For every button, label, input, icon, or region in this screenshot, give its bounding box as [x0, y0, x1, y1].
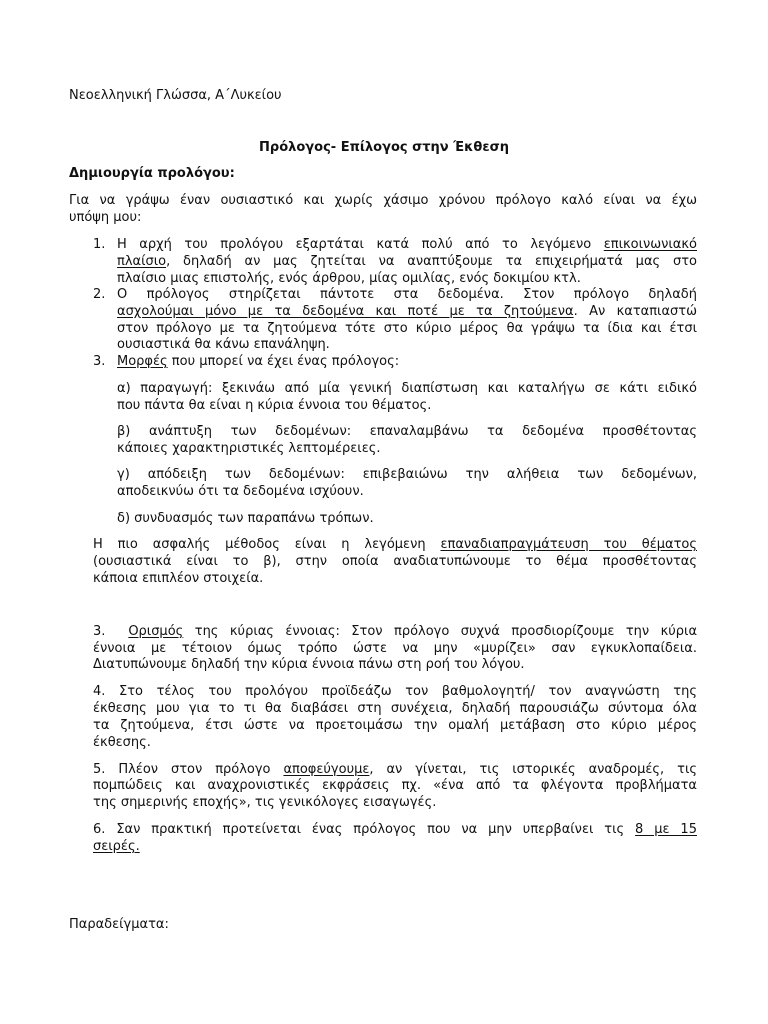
item2-line-3: στον πρόλογο με τα ζητούμενα τότε στο κύριο μέρος θα γράψω τα ίδια και έτσι [117, 321, 697, 336]
item3-line-1: Μορφές που μπορεί να έχει ένας πρόλογος: [117, 354, 400, 369]
section-heading: Δημιουργία προλόγου: [69, 166, 235, 181]
examples-label: Παραδείγματα: [69, 917, 169, 932]
intro-line-2: υπόψη μου: [69, 210, 142, 225]
p5-line-3: της σημερινής εποχής», τις γενικόλογες εισαγωγές. [93, 795, 437, 810]
p4-line-1: 4. Στο τέλος του προλόγου προϊδεάζω τον βαθμολογητή/ τον αναγνώστη της [93, 684, 697, 699]
p4-line-2: έκθεσης μου για το τι θα διαβάσει στη συνέχεια, δηλαδή παρουσιάζω σύντομα όλα [93, 701, 697, 716]
item2-line-1: Ο πρόλογος στηρίζεται πάντοτε στα δεδομένα. Στον πρόλογο δηλαδή [117, 287, 697, 302]
p3-line-2: έννοια με τέτοιον όμως τρόπο ώστε να μην «μυρίζει» σαν εγκυκλοπαίδεια. [93, 641, 697, 656]
form-b-line-1: β) ανάπτυξη των δεδομένων: επαναλαμβάνω τα δεδομένα προσθέτοντας [117, 424, 697, 439]
item2-line-2: ασχολούμαι μόνο με τα δεδομένα και ποτέ με τα ζητούμενα. Αν καταπιαστώ [117, 304, 697, 319]
list-number: 1. [93, 237, 106, 252]
intro-line-1: Για να γράψω έναν ουσιαστικό και χωρίς χάσιμο χρόνου πρόλογο καλό είναι να έχω [69, 193, 697, 208]
p5-line-1: 5. Πλέον στον πρόλογο αποφεύγουμε, αν γίνεται, τις ιστορικές αναδρομές, τις [93, 762, 697, 777]
p4-line-4: έκθεσης. [93, 735, 151, 750]
item1-line-2: πλαίσιο, δηλαδή αν μας ζητείται να αναπτύξουμε τα επιχειρήματά μας στο [117, 254, 697, 269]
p6-line-1: 6. Σαν πρακτική προτείνεται ένας πρόλογος που να μην υπερβαίνει τις 8 με 15 [93, 822, 697, 837]
list-number: 3. [93, 354, 106, 369]
form-c-line-1: γ) απόδειξη των δεδομένων: επιβεβαιώνω την αλήθεια των δεδομένων, [117, 467, 697, 482]
page-title: Πρόλογος- Επίλογος στην Έκθεση [259, 140, 509, 155]
form-a-line-2: που πάντα θα είναι η κύρια έννοια του θέματος. [117, 398, 432, 413]
form-b-line-2: κάποιες χαρακτηριστικές λεπτομέρειες. [117, 441, 381, 456]
p6-line-2: σειρές. [93, 839, 140, 854]
safest-line-2: (ουσιαστικά είναι το β), στην οποία αναδιατυπώνουμε το θέμα προσθέτοντας [93, 554, 697, 569]
form-d-line-1: δ) συνδυασμός των παραπάνω τρόπων. [117, 511, 374, 526]
item2-line-4: ουσιαστικά θα κάνω επανάληψη. [117, 337, 330, 352]
list-number: 2. [93, 287, 106, 302]
form-c-line-2: αποδεικνύω ότι τα δεδομένα ισχύουν. [117, 484, 364, 499]
p4-line-3: τα ζητούμενα, έτσι ώστε να προετοιμάσω την ομαλή μετάβαση στο κύριο μέρος [93, 718, 697, 733]
safest-line-1: Η πιο ασφαλής μέθοδος είναι η λεγόμενη επαναδιαπραγμάτευση του θέματος [93, 537, 698, 552]
p5-line-2: πομπώδεις και αναχρονιστικές εκφράσεις πχ. «ένα από τα φλέγοντα προβλήματα [93, 778, 697, 793]
p3-line-3: Διατυπώνουμε δηλαδή την κύρια έννοια πάνω στη ροή του λόγου. [93, 657, 525, 672]
item1-line-3: πλαίσιο μιας επιστολής, ενός άρθρου, μίας ομιλίας, ενός δοκιμίου κτλ. [117, 271, 581, 286]
form-a-line-1: α) παραγωγή: ξεκινάω από μία γενική διαπίστωση και καταλήγω σε κάτι ειδικό [117, 381, 697, 396]
document-header: Νεοελληνική Γλώσσα, Α΄Λυκείου [69, 88, 282, 103]
safest-line-3: κάποια επιπλέον στοιχεία. [93, 571, 264, 586]
p3-line-1: 3. Ορισμός της κύριας έννοιας: Στον πρόλογο συχνά προσδιορίζουμε την κύρια [93, 624, 698, 639]
item1-line-1: Η αρχή του προλόγου εξαρτάται κατά πολύ από το λεγόμενο επικοινωνιακό [117, 237, 697, 252]
